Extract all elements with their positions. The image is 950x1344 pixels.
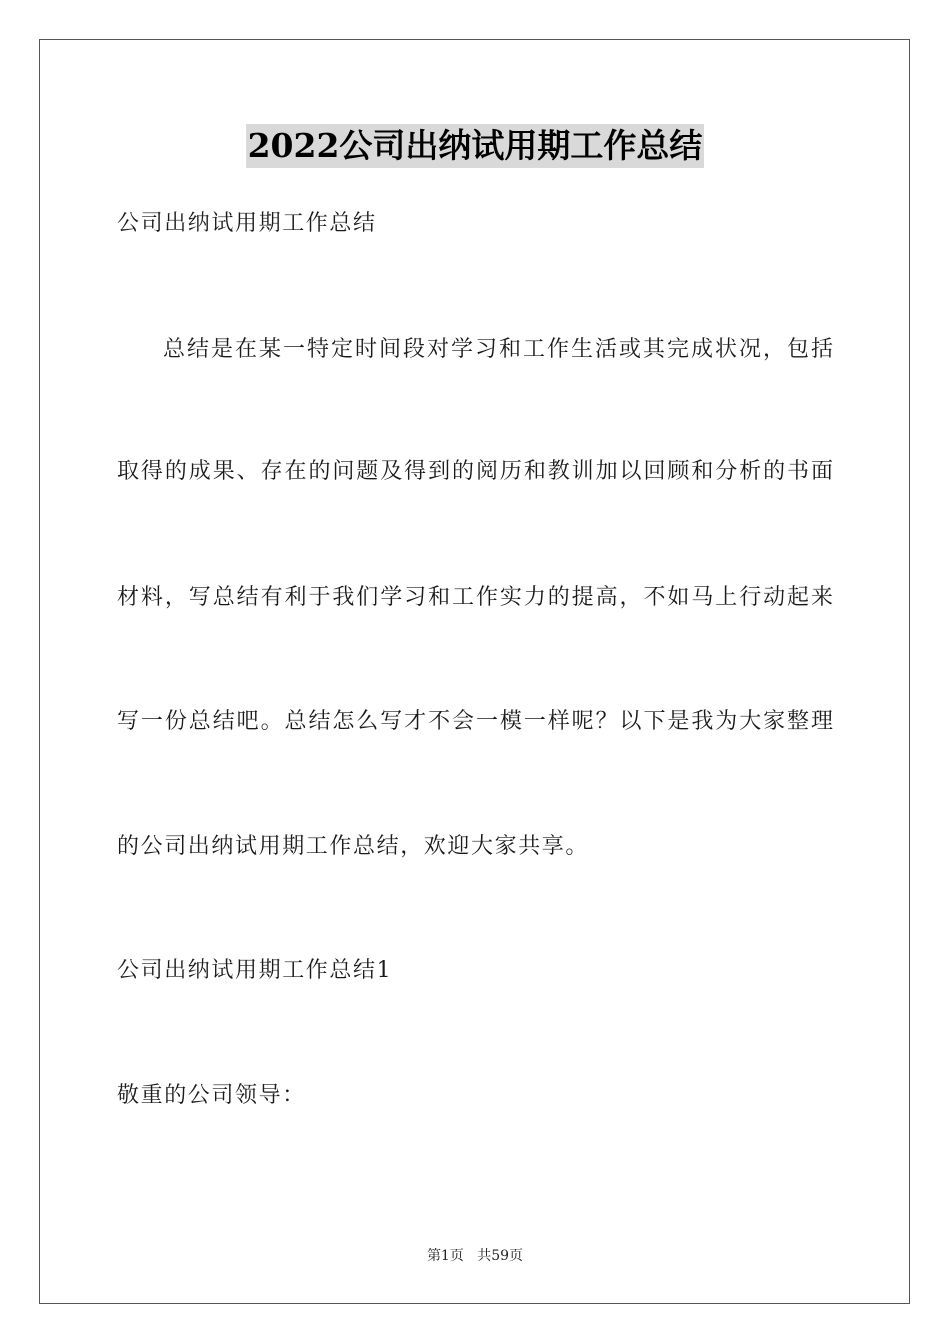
title-container bbox=[0, 124, 950, 168]
salutation: 敬重的公司领导： bbox=[117, 1083, 306, 1108]
section-heading: 公司出纳试用期工作总结1 bbox=[117, 958, 393, 983]
paragraph-line-1: 总结是在某一特定时间段对学习和工作生活或其完成状况，包括 bbox=[163, 337, 833, 362]
paragraph-line-5: 的公司出纳试用期工作总结，欢迎大家共享。 bbox=[117, 834, 590, 859]
paragraph-line-3: 材料，写总结有利于我们学习和工作实力的提高，不如马上行动起来 bbox=[117, 585, 833, 610]
page-total: 共59页 bbox=[477, 1248, 524, 1264]
paragraph-line-2: 取得的成果、存在的问题及得到的阅历和教训加以回顾和分析的书面 bbox=[117, 459, 833, 484]
paragraph-line-4: 写一份总结吧。总结怎么写才不会一模一样呢？以下是我为大家整理 bbox=[117, 709, 833, 734]
document-subtitle: 公司出纳试用期工作总结 bbox=[117, 211, 377, 236]
page-footer bbox=[0, 1246, 950, 1266]
document-title: 2022公司出纳试用期工作总结 bbox=[246, 124, 705, 168]
page-number: 第1页 bbox=[426, 1248, 464, 1264]
